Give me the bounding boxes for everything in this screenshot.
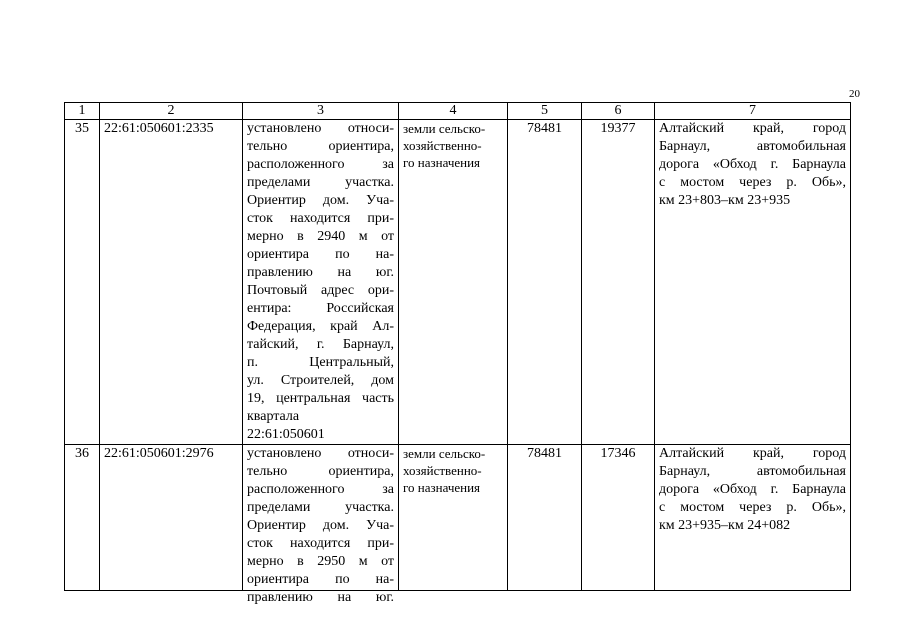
plot-address	[655, 445, 851, 591]
plot-area: 78481	[508, 120, 582, 445]
location-line: мерно в 2940 м от	[247, 229, 394, 244]
location-line: расположенного за	[247, 482, 394, 497]
location-line: установлено относи-	[247, 446, 394, 461]
land-category-line: земли сельско-	[403, 446, 486, 461]
table-row	[65, 445, 851, 591]
column-header: 7	[655, 103, 851, 120]
location-line: сток находится при-	[247, 536, 394, 551]
location-line: правлению на юг.	[247, 265, 394, 280]
location-line: расположенного за	[247, 157, 394, 172]
row-number: 35	[65, 120, 100, 445]
land-category	[399, 445, 508, 591]
column-header: 2	[100, 103, 243, 120]
cadastral-number: 22:61:050601:2335	[100, 120, 243, 445]
address-line: дорога «Обход г. Барнаула	[659, 482, 846, 497]
plot-address	[655, 120, 851, 445]
land-category-line: хозяйственно-	[403, 463, 482, 478]
address-line: дорога «Обход г. Барнаула	[659, 157, 846, 172]
land-category-line: земли сельско-	[403, 121, 486, 136]
address-line: с мостом через р. Обь»,	[659, 500, 846, 515]
location-line: 22:61:050601	[247, 427, 325, 442]
table-row	[65, 120, 851, 445]
land-plot-table	[64, 102, 851, 605]
location-line: мерно в 2950 м от	[247, 554, 394, 569]
address-line: Алтайский край, город	[659, 121, 846, 136]
land-category-line: го назначения	[403, 155, 481, 170]
location-line: тельно ориентира,	[247, 139, 394, 154]
address-line: Барнаул, автомобильная	[659, 464, 846, 479]
location-line: п. Центральный,	[247, 355, 394, 370]
location-line: правлению на юг.	[247, 590, 394, 605]
row-number: 36	[65, 445, 100, 591]
location-line: Ориентир дом. Уча-	[247, 518, 394, 533]
location-description	[243, 445, 399, 605]
location-description	[243, 120, 399, 445]
location-line: ориентира по на-	[247, 572, 394, 587]
column-header: 5	[508, 103, 582, 120]
cadastral-number: 22:61:050601:2976	[100, 445, 243, 591]
land-category-line: хозяйственно-	[403, 138, 482, 153]
location-line: ориентира по на-	[247, 247, 394, 262]
location-line: квартала	[247, 409, 300, 424]
part-area: 19377	[582, 120, 655, 445]
column-header: 1	[65, 103, 100, 120]
column-header: 6	[582, 103, 655, 120]
location-line: установлено относи-	[247, 121, 394, 136]
column-header: 4	[399, 103, 508, 120]
column-header: 3	[243, 103, 399, 120]
location-line: Ориентир дом. Уча-	[247, 193, 394, 208]
address-line: км 23+935–км 24+082	[659, 518, 791, 533]
location-line: пределами участка.	[247, 500, 394, 515]
page-number: 20	[849, 88, 860, 100]
location-line: тельно ориентира,	[247, 464, 394, 479]
plot-area: 78481	[508, 445, 582, 591]
location-line: пределами участка.	[247, 175, 394, 190]
location-line: Почтовый адрес ори-	[247, 283, 394, 298]
location-line: сток находится при-	[247, 211, 394, 226]
address-line: Барнаул, автомобильная	[659, 139, 846, 154]
address-line: с мостом через р. Обь»,	[659, 175, 846, 190]
location-line: ентира: Российская	[247, 301, 394, 316]
part-area: 17346	[582, 445, 655, 591]
land-category-line: го назначения	[403, 480, 481, 495]
land-category	[399, 120, 508, 445]
location-line: Федерация, край Ал-	[247, 319, 394, 334]
address-line: км 23+803–км 23+935	[659, 193, 791, 208]
location-line: ул. Строителей, дом	[247, 373, 394, 388]
column-number-row	[65, 103, 851, 120]
location-line: 19, центральная часть	[247, 391, 394, 406]
address-line: Алтайский край, город	[659, 446, 846, 461]
location-line: тайский, г. Барнаул,	[247, 337, 394, 352]
